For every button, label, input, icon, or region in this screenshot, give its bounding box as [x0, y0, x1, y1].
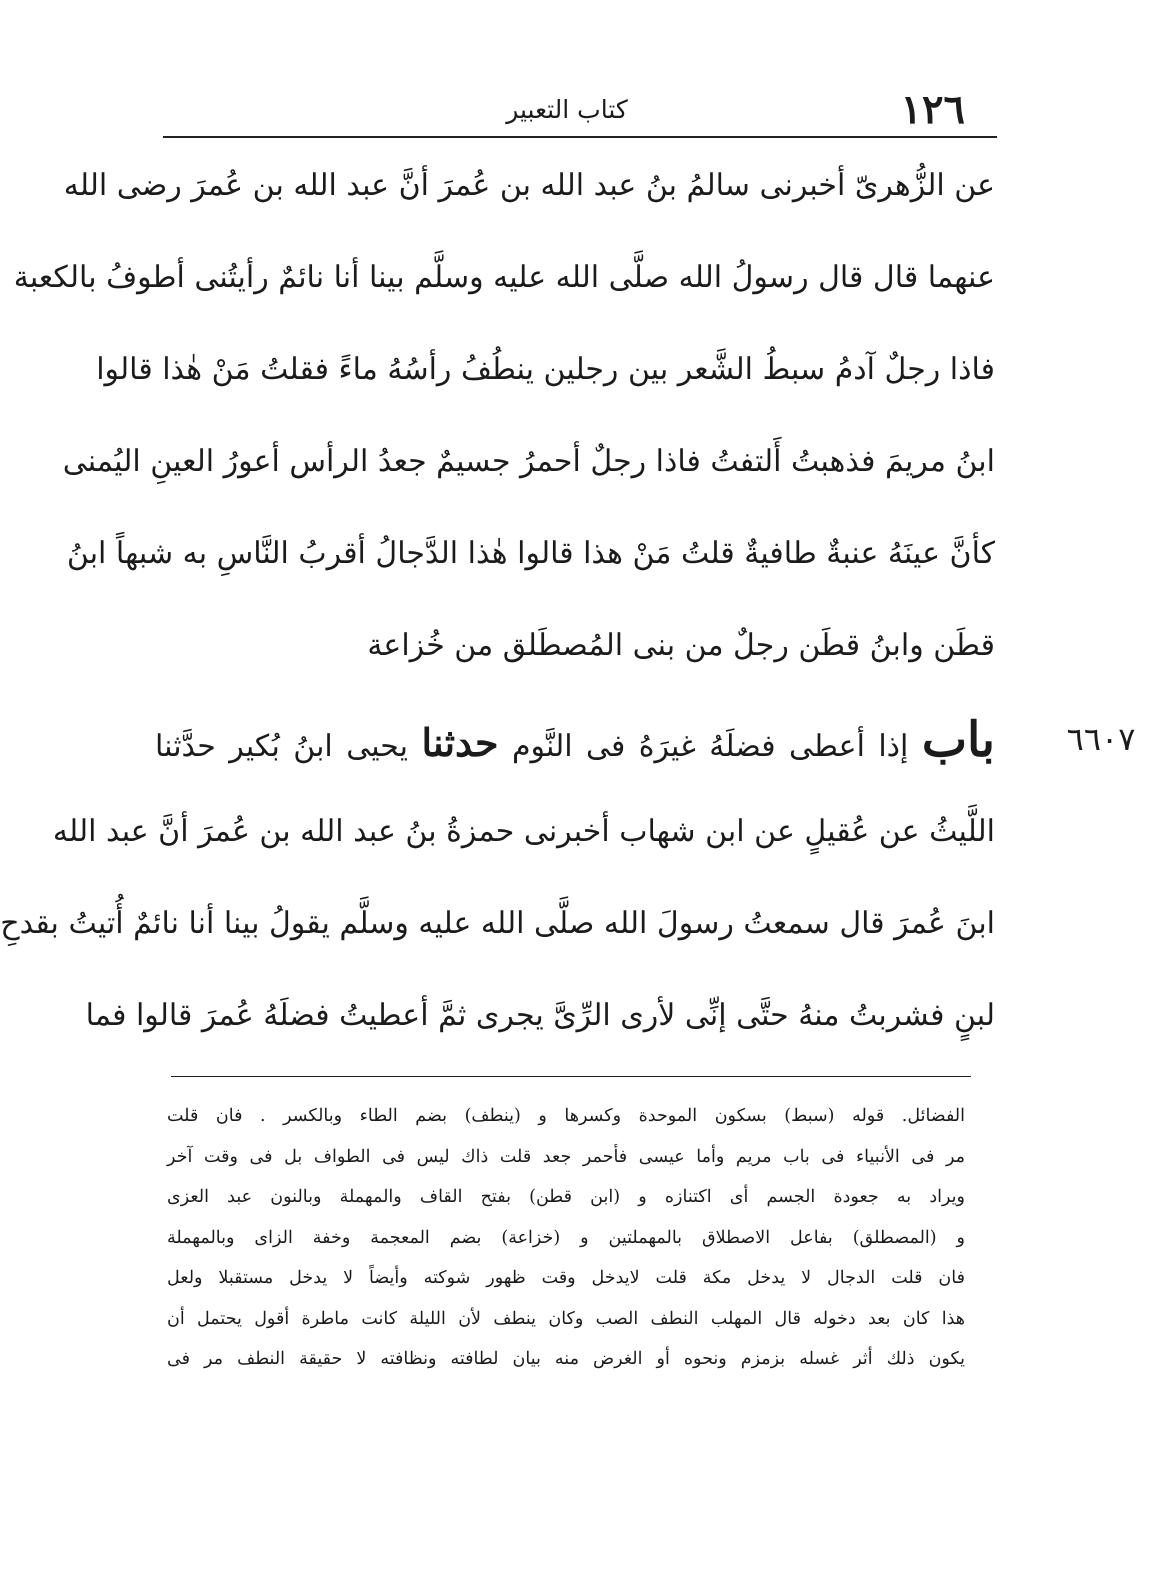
footnote-line: مر فى الأنبياء فى باب مريم وأما عيسى فأحمر جعد قلت ذاك ليس فى الطواف بل فى وقت آخر — [167, 1146, 965, 1167]
chain-start: يحيى ابنُ بُكير حدَّثنا — [155, 729, 408, 764]
hadith-text-block — [13, 140, 995, 692]
footnote-line: ويراد به جعودة الجسم أى اكتنازه و (ابن قطن) بفتح القاف والمهملة وبالنون عبد العزى — [167, 1187, 965, 1207]
footnote-divider — [171, 1076, 971, 1077]
hadith-number: ٦٦٠٧ — [1066, 720, 1136, 758]
text-line: كأنَّ عينَهُ عنبةٌ طافيةٌ قلتُ مَنْ هذا قالوا هٰذا الدَّجالُ أقربُ النَّاسِ به شبهاً ابنُ — [66, 536, 995, 571]
header-divider — [163, 136, 997, 138]
page-number: ١٢٦ — [900, 86, 965, 133]
text-line: لبنٍ فشربتُ منهُ حتَّى إنِّى لأرى الرِّىَّ يجرى ثمَّ أعطيتُ فضلَهُ عُمرَ قالوا فما — [85, 998, 995, 1033]
footnote-line: و (المصطلق) بفاعل الاصطلاق بالمهملتين و (خزاعة) بضم المعجمة وخفة الزاى وبالمهملة — [167, 1227, 965, 1248]
footnote-line: يكون ذلك أثر غسله بزمزم ونحوه أو الغرض منه بيان لطافته ونظافته لا حقيقة النطف مر فى — [167, 1349, 965, 1369]
commentary-footnotes — [167, 1096, 965, 1380]
footnote-line: الفضائل. قوله (سبط) بسكون الموحدة وكسرها و (ينطف) بضم الطاء وبالكسر . فان قلت — [167, 1106, 965, 1126]
chapter-title: إذا أعطى فضلَهُ غيرَهُ فى النَّوم — [511, 729, 909, 764]
text-line: ابنُ مريمَ فذهبتُ أَلتفتُ فاذا رجلٌ أحمرُ جسيمٌ جعدُ الرأس أعورُ العينِ اليُمنى — [62, 444, 995, 479]
book-title: كتاب التعبير — [506, 95, 628, 124]
footnote-line: فان قلت الدجال لا يدخل مكة قلت لايدخل وقت ظهور شوكته وأيضاً لا يدخل مستقبلا ولعل — [167, 1268, 965, 1288]
text-line: ابنَ عُمرَ قال سمعتُ رسولَ الله صلَّى الله عليه وسلَّم يقولُ بينا أنا نائمٌ أُتيتُ بقدحِ — [0, 906, 995, 941]
text-line: قطَن وابنُ قطَن رجلٌ من بنى المُصطَلق من خُزاعة — [367, 628, 995, 663]
hadith-text-block-2 — [0, 786, 995, 1062]
running-header — [163, 86, 971, 134]
footnote-line: هذا كان بعد دخوله قال المهلب النطف الصب وكان ينطف لأن الليلة كانت ماطرة أقول يحتمل أن — [167, 1308, 965, 1329]
chapter-heading-line — [155, 694, 995, 786]
bab-marker: باب — [921, 712, 995, 768]
text-line: فاذا رجلٌ آدمُ سبطُ الشَّعر بين رجلين ينطُفُ رأسُهُ ماءً فقلتُ مَنْ هٰذا قالوا — [96, 352, 995, 387]
text-line: عنهما قال قال رسولُ الله صلَّى الله عليه وسلَّم بينا أنا نائمٌ رأيتُنى أطوفُ بالكعبة — [13, 260, 995, 295]
haddathana-marker: حدثنا — [421, 720, 499, 765]
text-line: اللَّيثُ عن عُقيلٍ عن ابن شهاب أخبرنى حمزةُ بنُ عبد الله بن عُمرَ أنَّ عبد الله — [52, 814, 995, 849]
text-line: عن الزُّهرىّ أخبرنى سالمُ بنُ عبد الله بن عُمرَ أنَّ عبد الله بن عُمرَ رضى الله — [63, 168, 995, 203]
